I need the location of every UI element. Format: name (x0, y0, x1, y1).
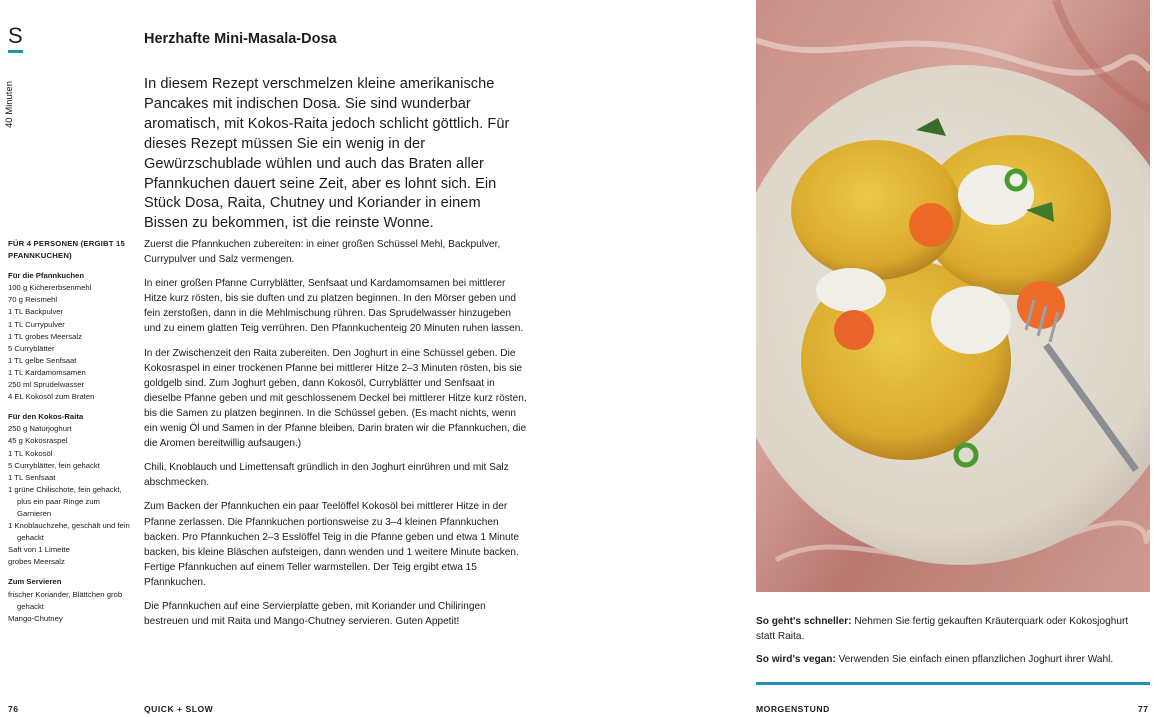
ingredient-item: Saft von 1 Limette (8, 545, 70, 555)
ingredient-group-pancakes (8, 270, 136, 403)
tip-vegan (756, 652, 1148, 667)
ingredient-group-title: Für die Pfannkuchen (8, 271, 85, 281)
method-steps (144, 237, 528, 638)
page-number-right: 77 (1138, 704, 1149, 714)
ingredient-item: 1 TL Backpulver (8, 307, 64, 317)
running-head-right: MORGENSTUND (756, 704, 830, 714)
method-step: Chili, Knoblauch und Limettensaft gründlich in den Joghurt einrühren und mit Salz abschmecken. (144, 462, 509, 489)
ingredient-item: frischer Koriander, Blättchen grob gehackt (8, 589, 123, 611)
food-photo (756, 0, 1150, 592)
ingredient-item: 250 g Naturjoghurt (8, 424, 72, 434)
ingredient-group-raita (8, 411, 136, 568)
tip-text: Nehmen Sie fertig gekauften Kräuterquark oder Kokosjoghurt statt Raita. (756, 616, 1129, 643)
method-step: Die Pfannkuchen auf eine Servierplatte geben, mit Koriander und Chiliringen bestreuen und mit Raita und Mango-Chutney servieren. Guten Appetit! (144, 600, 486, 628)
method-step: Zum Backen der Pfannkuchen ein paar Teelöffel Kokosöl bei mittlerer Hitze in der Pfanne zerlassen. Die Pfannkuchen portionsweise zu 3–4 kleinen Pfannkuchen backen. Pro Pfannkuchen 2–3 Esslöffel Teig in die Pfanne geben und etwa 1 Minute backen, bis kleine Bläschen aufsteigen, dann wenden und 1 weitere Minute backen. Fertige Pfannkuchen auf einem Teller warmstellen. Der Teig ergibt etwa 15 Pfannkuchen. (144, 501, 520, 588)
ingredient-item: 250 ml Sprudelwasser (8, 380, 85, 390)
method-step: In einer großen Pfanne Curryblätter, Senfsaat und Kardamomsamen bei mittlerer Hitze kurz rösten, bis sie duften und zu platzen beginnen. In den Mörser geben und fein zerstoßen, dann in die Mehlmischung rühren. Das Sprudelwasser hinzugeben und zu einem glatten Teig verrühren. Den Pfannkuchenteig 20 Minuten ruhen lassen. (144, 278, 524, 335)
tip-faster (756, 614, 1148, 644)
ingredient-item: 45 g Kokosraspel (8, 436, 68, 446)
accent-rule (756, 682, 1150, 685)
ingredient-item: 100 g Kichererbsenmehl (8, 283, 92, 293)
method-step: Zuerst die Pfannkuchen zubereiten: in einer großen Schüssel Mehl, Backpulver, Currypulver und Salz vermengen. (144, 239, 501, 266)
page-number-left: 76 (8, 704, 19, 714)
ingredient-item: 4 EL Kokosöl zum Braten (8, 392, 95, 402)
ingredient-item: grobes Meersalz (8, 557, 65, 567)
recipe-title: Herzhafte Mini-Masala-Dosa (144, 31, 337, 47)
section-accent-bar (8, 50, 23, 53)
tip-label: So geht's schneller: (756, 616, 852, 627)
ingredient-item: 5 Curryblätter, fein gehackt (8, 460, 100, 470)
ingredient-item: 1 TL gelbe Senfsaat (8, 355, 77, 365)
ingredient-item: 1 grüne Chilischote, fein gehackt, plus ein paar Ringe zum Garnieren (8, 484, 122, 518)
method-step: In der Zwischenzeit den Raita zubereiten. Den Joghurt in eine Schüssel geben. Die Kokosraspel in einer trockenen Pfanne bei mittlerer Hitze 2–3 Minuten rösten, bis sie goldgelb sind. Zum Joghurt geben, dann Kokosöl, Curryblätter und Senfsaat in dieselbe Pfanne geben und mit geschlossenem Deckel bei mittlerer Hitze kurz rösten, bis die Samen zu platzen beginnen. In die Schüssel geben. (Es macht nichts, wenn ein wenig Öl und Samen in der Pfanne bleiben. Darin braten wir die Pfannkuchen, die die Aromen bereitwillig aufsaugen.) (144, 347, 527, 450)
ingredient-item: 1 TL Kardamomsamen (8, 367, 86, 377)
ingredient-group-title: Zum Servieren (8, 577, 62, 587)
cooking-time: 40 Minuten (4, 80, 15, 128)
ingredient-item: 1 TL Kokosöl (8, 448, 53, 458)
section-letter: S (8, 23, 23, 48)
ingredient-group-serving (8, 576, 136, 624)
tip-text: Verwenden Sie einfach einen pflanzlichen Joghurt ihrer Wahl. (835, 654, 1114, 666)
tip-label: So wird's vegan: (756, 654, 836, 666)
recipe-intro: In diesem Rezept verschmelzen kleine amerikanische Pancakes mit indischen Dosa. Sie sind wunderbar aromatisch, mit Kokos-Raita jedoch schlicht göttlich. Für dieses Rezept müssen Sie ein wenig in der Gewürzschublade wühlen und auch das Braten aller Pfannkuchen dauert seine Zeit, aber es lohnt sich. Ein Stück Dosa, Raita, Chutney und Koriander in einem Bissen zu bekommen, ist die reinste Wonne. (144, 76, 510, 232)
ingredient-item: Mango-Chutney (8, 613, 63, 623)
ingredient-item: 5 Curryblätter (8, 343, 55, 353)
ingredients-column (8, 238, 136, 633)
ingredient-item: 1 TL Currypulver (8, 319, 65, 329)
ingredient-group-title: Für den Kokos-Raita (8, 412, 84, 422)
tips-box (756, 614, 1148, 675)
running-head-left: QUICK + SLOW (144, 704, 214, 714)
ingredient-item: 1 Knoblauchzehe, geschält und fein gehackt (8, 521, 130, 543)
ingredient-item: 1 TL Senfsaat (8, 472, 56, 482)
ingredient-item: 70 g Reismehl (8, 295, 58, 305)
servings-heading: FÜR 4 PERSONEN (ERGIBT 15 PFANNKUCHEN) (8, 239, 125, 261)
ingredient-item: 1 TL grobes Meersalz (8, 331, 82, 341)
